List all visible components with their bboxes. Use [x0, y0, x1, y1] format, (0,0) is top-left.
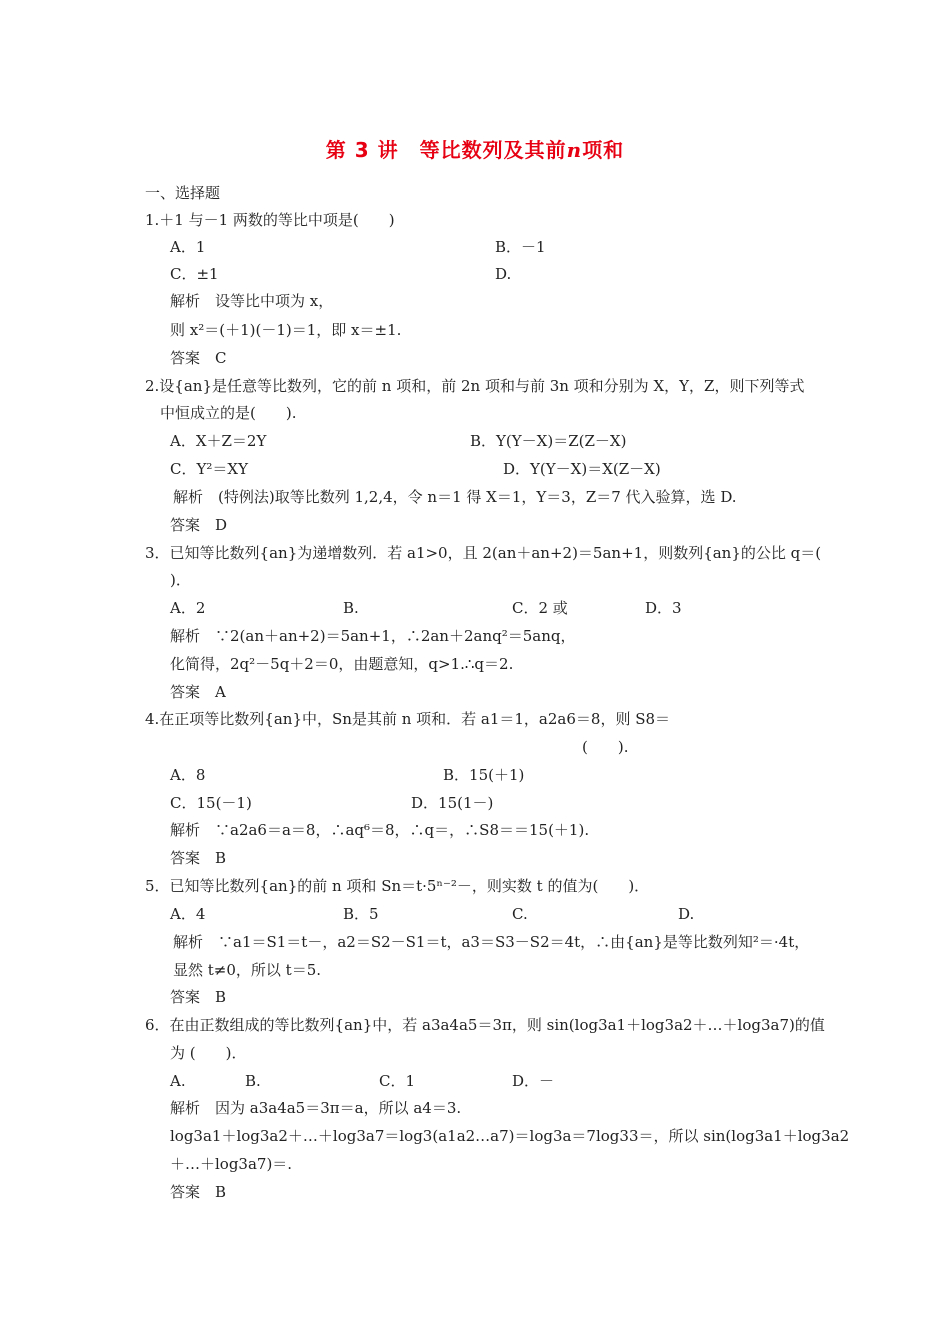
q5-solution-line: 显然 t≠0，所以 t＝5.: [173, 961, 322, 979]
q5-answer: 答案 B: [170, 988, 227, 1006]
q6-option-d: D．－: [512, 1072, 555, 1090]
q6-option-c: C．1: [379, 1072, 416, 1090]
q5-option-d: D.: [678, 905, 695, 923]
q1-stem: 1.＋1 与－1 两数的等比中项是( ): [145, 211, 395, 229]
q2-option-a: A．X＋Z＝2Y: [170, 432, 267, 450]
q6-solution-line: 解析 因为 a3a4a5＝3π＝a，所以 a4＝3.: [170, 1099, 462, 1117]
q2-stem: 2.设{an}是任意等比数列，它的前 n 项和，前 2n 项和与前 3n 项和分别为 X，Y，Z，则下列等式: [145, 377, 805, 395]
q4-solution: 解析 ∵a2a6＝a＝8，∴aq⁶＝8，∴q＝，∴S8＝＝15(＋1).: [170, 821, 590, 839]
q6-stem: 6．在由正数组成的等比数列{an}中，若 a3a4a5＝3π，则 sin(log3a1＋log3a2＋…＋log3a7)的值: [145, 1016, 825, 1034]
q6-option-b: B.: [245, 1072, 261, 1090]
q4-answer: 答案 B: [170, 849, 227, 867]
q2-stem: 中恒成立的是( ).: [160, 404, 297, 422]
q2-solution: 解析 (特例法)取等比数列 1,2,4，令 n＝1 得 X＝1，Y＝3，Z＝7 代入验算，选 D.: [173, 488, 737, 506]
q3-stem: 3．已知等比数列{an}为递增数列．若 a1>0，且 2(an＋an+2)＝5an+1，则数列{an}的公比 q＝(: [145, 544, 822, 562]
q6-solution-line: ＋…＋log3a7)＝.: [170, 1155, 293, 1173]
q4-option-d: D．15(1－): [411, 794, 494, 812]
q5-option-b: B．5: [343, 905, 379, 923]
q1-solution-line: 则 x²＝(＋1)(－1)＝1，即 x＝±1.: [170, 321, 402, 339]
q1-option-c: C．±1: [170, 265, 219, 283]
q5-option-a: A．4: [170, 905, 206, 923]
q6-stem: 为 ( )．: [170, 1044, 247, 1062]
q3-option-c: C．2 或: [512, 599, 568, 617]
q4-option-a: A．8: [170, 766, 206, 784]
q4-stem: ( ).: [582, 738, 629, 756]
q6-answer: 答案 B: [170, 1183, 227, 1201]
q6-solution-line: log3a1＋log3a2＋…＋log3a7＝log3(a1a2…a7)＝log3a＝7log33＝，所以 sin(log3a1＋log3a2: [170, 1127, 850, 1145]
q6-option-a: A.: [170, 1072, 186, 1090]
section-heading: 一、选择题: [145, 184, 221, 202]
q1-answer: 答案 C: [170, 349, 227, 367]
q2-answer: 答案 D: [170, 516, 228, 534]
q5-option-c: C.: [512, 905, 528, 923]
q2-option-b: B．Y(Y－X)＝Z(Z－X): [470, 432, 627, 450]
q4-option-b: B．15(＋1): [443, 766, 525, 784]
q4-option-c: C．15(－1): [170, 794, 252, 812]
q4-stem: 4.在正项等比数列{an}中，Sn是其前 n 项和．若 a1＝1，a2a6＝8，则 S8＝: [145, 710, 671, 728]
q2-option-c: C．Y²＝XY: [170, 460, 248, 478]
q3-solution-line: 化简得，2q²－5q＋2＝0，由题意知，q>1.∴q＝2.: [170, 655, 514, 673]
q5-stem: 5．已知等比数列{an}的前 n 项和 Sn＝t·5ⁿ⁻²－，则实数 t 的值为( )．: [145, 877, 650, 895]
q2-option-d: D．Y(Y－X)＝X(Z－X): [503, 460, 661, 478]
page-title: 第 3 讲 等比数列及其前n项和: [325, 138, 625, 162]
q3-stem: )．: [170, 571, 191, 589]
q3-solution-line: 解析 ∵2(an＋an+2)＝5an+1，∴2an＋2anq²＝5anq，: [170, 627, 576, 645]
q5-solution-line: 解析 ∵a1＝S1＝t－，a2＝S2－S1＝t，a3＝S3－S2＝4t，∴由{an}是等比数列知²＝·4t，: [173, 933, 810, 951]
q3-option-d: D．3: [645, 599, 682, 617]
q3-option-a: A．2: [170, 599, 206, 617]
q3-option-b: B.: [343, 599, 359, 617]
q1-option-b: B．－1: [495, 238, 546, 256]
q1-option-d: D.: [495, 265, 512, 283]
q1-option-a: A．1: [170, 238, 206, 256]
q3-answer: 答案 A: [170, 683, 226, 701]
q1-solution-line: 解析 设等比中项为 x，: [170, 292, 334, 310]
